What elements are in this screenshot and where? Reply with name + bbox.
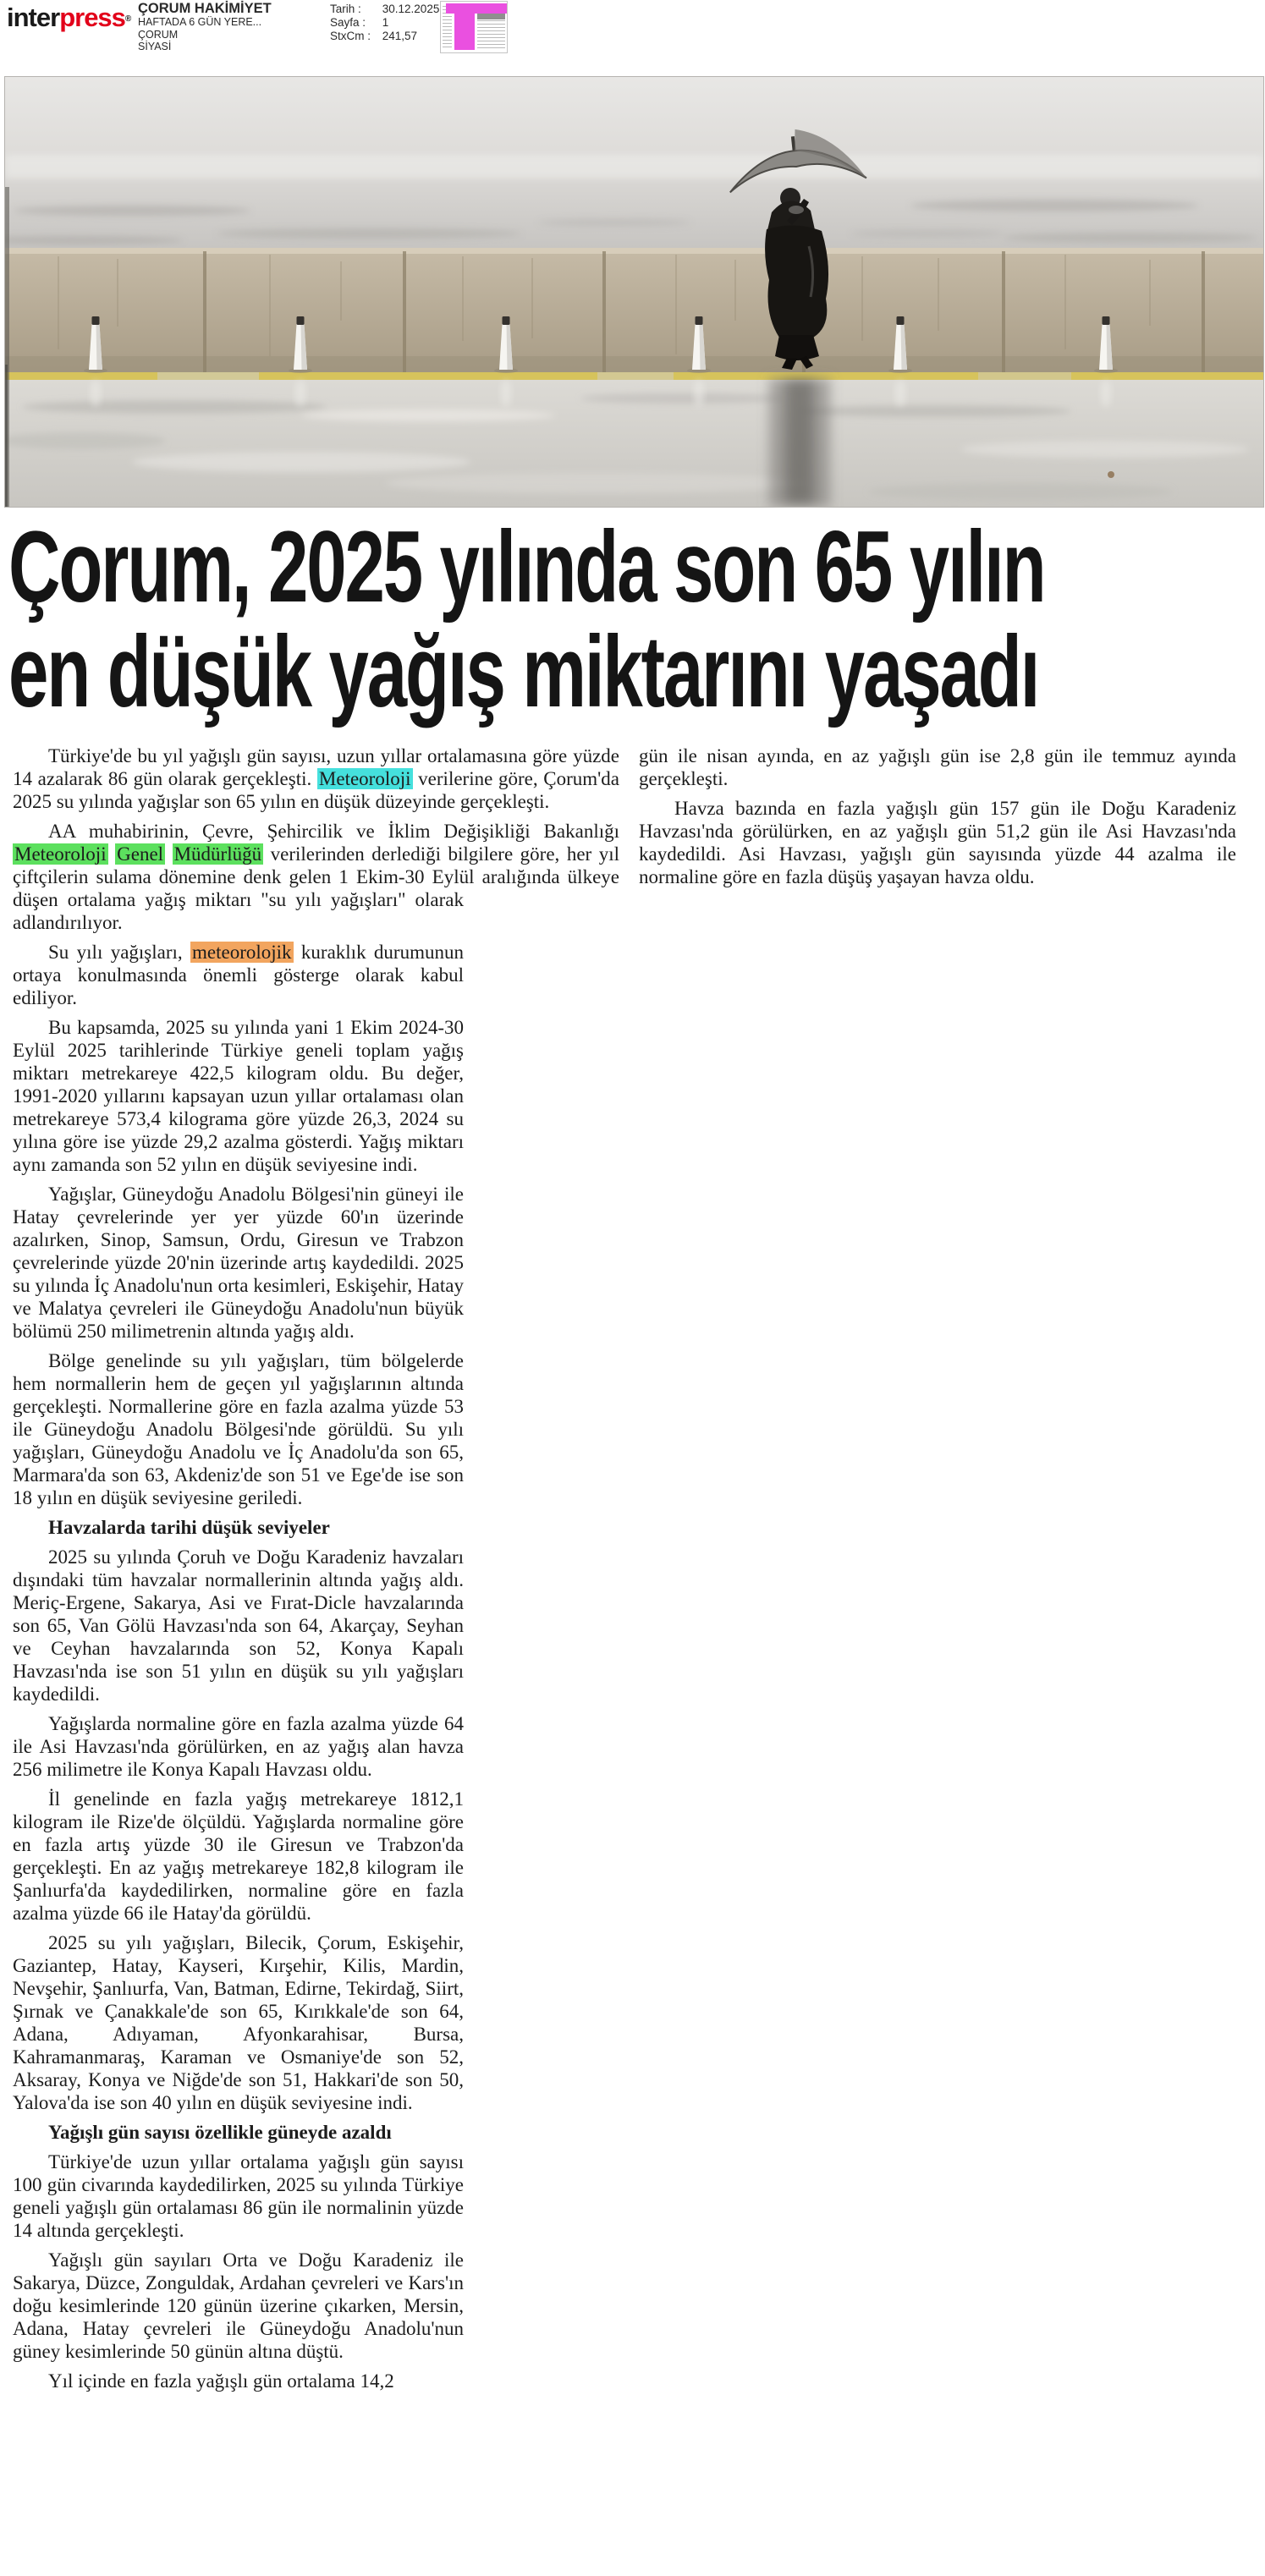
- paragraph-2-text: verilerinden derlediği bilgilere göre, her yıl çiftçilerin sulama dönemine denk gelen 1 Ekim-30 Eylül aralığında ülkeye düşen ortalama yağış miktarı "su yılı yağışları" olarak adlandırılıyor.: [13, 843, 620, 933]
- thumbnail-headline-block: [477, 14, 505, 19]
- article-photo: [4, 76, 1264, 508]
- paragraph-3-text: kuraklık durumunun ortaya konulmasında önemli gösterge olarak kabul ediliyor.: [13, 942, 464, 1008]
- paragraph-2-text: AA muhabirinin, Çevre, Şehircilik ve İklim Değişikliği Bakanlığı: [48, 821, 619, 842]
- headline-line-1: Çorum, 2025 yılında son 65 yılın: [8, 510, 1045, 623]
- meta-date-value: 30.12.2025: [382, 3, 440, 15]
- highlight-meteoroloji-green: Meteoroloji: [14, 843, 107, 865]
- logo-text-press: press: [59, 3, 125, 32]
- clipping-meta: [330, 3, 439, 43]
- publication-name: ÇORUM HAKİMİYET: [138, 1, 272, 16]
- rain-photo-illustration: [5, 77, 1263, 507]
- meta-stxcm-label: StxCm :: [330, 30, 371, 42]
- article-column-left: [13, 744, 619, 2568]
- page-thumbnail[interactable]: [440, 1, 508, 53]
- clipping-header: [0, 0, 1265, 58]
- interpress-logo: [7, 5, 130, 30]
- wet-pavement: [5, 380, 1263, 507]
- subheading-basins: Havzalarda tarihi düşük seviyeler: [48, 1517, 330, 1538]
- paragraph-7: 2025 su yılında Çoruh ve Doğu Karadeniz havzaları dışındaki tüm havzalar normallerinin altında yağış aldı. Meriç-Ergene, Sakarya, Asi ve Fırat-Dicle havzalarında son 65, Van Gölü Havzası'nda son 64, Akarçay, Seyhan ve Ceyhan havzalarında son 52, Konya Kapalı Havzası'nda ise son 51 yılın en düşük su yılı yağışları kaydedildi.: [13, 1546, 464, 1705]
- paragraph-right-1: gün ile nisan ayında, en az yağışlı gün ise 2,8 gün ile temmuz ayında gerçekleşti.: [639, 745, 1236, 789]
- paragraph-6: Bölge genelinde su yılı yağışları, tüm bölgelerde hem normallerin hem de geçen yıl yağışlarının altında gerçekleşti. Normallerine göre en fazla azalma yüzde 53 ile Güneydoğu Anadolu Bölgesi'nde görüldü. Su yılı yağışları, Güneydoğu Anadolu ve İç Anadolu'da son 65, Marmara'da son 63, Akdeniz'de son 51 ve Ege'de ise son 18 yılın en düşük seviyesine geriledi.: [13, 1350, 464, 1508]
- paragraph-4: Bu kapsamda, 2025 su yılında yani 1 Ekim 2024-30 Eylül 2025 tarihlerinde Türkiye geneli toplam yağış miktarı metrekareye 422,5 kilogram oldu. Bu değer, 1991-2020 yıllarını kapsayan uzun yıllar ortalaması olan metrekareye 573,4 kilograma göre yüzde 26,3, 2024 su yılına göre ise yüzde 29,2 azalma gösterdi. Yağış miktarı aynı zamanda son 52 yılın en düşük seviyesine indi.: [13, 1017, 464, 1175]
- meta-page-row: [330, 16, 439, 30]
- publication-info: [138, 2, 272, 53]
- paragraph-12: Yağışlı gün sayıları Orta ve Doğu Karadeniz ile Sakarya, Düzce, Zonguldak, Ardahan çevreleri ve Kars'ın doğu kesimlerinde 120 günün üzerine çıkarken, Mersin, Adana, Hatay çevreleri ile Güneydoğu Anadolu'nun güney kesimlerinde 50 günün altına düştü.: [13, 2249, 464, 2362]
- person-reflection: [769, 378, 830, 507]
- scan-edge-shadow-dark: [5, 365, 8, 507]
- headline-line-2: en düşük yağış miktarını yaşadı: [8, 615, 1039, 728]
- meta-stxcm-row: [330, 30, 439, 43]
- paragraph-11: Türkiye'de uzun yıllar ortalama yağışlı gün sayısı 100 gün civarında kaydedilirken, 2025 su yılında Türkiye geneli yağışlı gün ortalaması 86 gün ile normalinin yüzde 14 altında gerçekleşti.: [13, 2151, 464, 2241]
- publication-city: ÇORUM: [138, 28, 179, 41]
- paragraph-1: [13, 744, 619, 813]
- highlight-genel-green: Genel: [117, 843, 164, 865]
- paragraph-1-text: verilerine göre, Çorum'da 2025 su yılında yağışlar son 65 yılın en düşük düzeyinde gerçekleşti.: [13, 768, 619, 812]
- registered-mark: ®: [124, 14, 131, 24]
- meta-stxcm-value: 241,57: [382, 30, 418, 42]
- paragraph-10: 2025 su yılı yağışları, Bilecik, Çorum, Eskişehir, Gaziantep, Hatay, Kayseri, Kırşehir, Kilis, Mardin, Nevşehir, Şanlıurfa, Van, Batman, Edirne, Tekirdağ, Siirt, Şırnak ve Çanakkale'de son 65, Kırıkkale'de son 64, Adana, Adıyaman, Afyonkarahisar, Bursa, Kahramanmaraş, Karaman ve Osmaniye'de son 52, Aksaray, Konya ve Niğde'de son 51, Hakkari'de son 50, Yalova'da ise son 40 yılın en düşük seviyesine indi.: [13, 1932, 464, 2113]
- meta-page-value: 1: [382, 16, 389, 29]
- publication-frequency: HAFTADA 6 GÜN YERE...: [138, 16, 262, 28]
- publication-category: SİYASİ: [138, 41, 172, 52]
- logo-text-inter: inter: [7, 3, 60, 32]
- sea-background: [5, 77, 1263, 248]
- thumbnail-text-lines-right: [477, 20, 505, 51]
- article-column-right: [639, 744, 1236, 895]
- yellow-curb-line: [5, 372, 1263, 380]
- subheading-rainy-days: Yağışlı gün sayısı özellikle güneyde azaldı: [48, 2122, 392, 2143]
- paragraph-1-text: Türkiye'de bu yıl yağışlı gün sayısı, uzun yıllar ortalamasına göre yüzde 14 azalarak 86 gün olarak gerçekleşti.: [13, 745, 619, 789]
- sea-wall: [5, 248, 1263, 373]
- paragraph-right-2: Havza bazında en fazla yağışlı gün 157 gün ile Doğu Karadeniz Havzası'nda görülürken, en az yağışlı gün 51,2 gün ile Asi Havzası'nda kaydedildi. Asi Havzası, yağışlı gün sayısında yüzde 44 azalma ile normaline göre en fazla düşüş yaşayan havza oldu.: [639, 798, 1236, 887]
- paragraph-13: Yıl içinde en fazla yağışlı gün ortalama 14,2: [48, 2370, 394, 2392]
- article-headline: [8, 510, 1261, 728]
- highlight-meteoroloji-cyan: Meteoroloji: [318, 768, 411, 789]
- paragraph-3-text: Su yılı yağışları,: [48, 942, 191, 963]
- meta-page-label: Sayfa :: [330, 16, 366, 29]
- leaf-speck: [1108, 471, 1114, 478]
- meta-date-label: Tarih :: [330, 3, 361, 15]
- paragraph-5: Yağışlar, Güneydoğu Anadolu Bölgesi'nin güneyi ile Hatay çevrelerinde yer yer yüzde 60'ın üzerinde azalırken, Sinop, Samsun, Ordu, Giresun ve Trabzon çevrelerinde yüzde 20'nin üzerinde artış kaydedildi. 2025 su yılında İç Anadolu'nun orta kesimleri, Eskişehir, Hatay ve Malatya çevreleri ile Güneydoğu Anadolu'nun büyük bölümü 250 milimetrenin altında yağış aldı.: [13, 1184, 464, 1342]
- column-shape-spacer: [619, 744, 620, 888]
- column-shape-notch: [464, 888, 619, 2568]
- meta-date-row: [330, 3, 439, 16]
- thumbnail-highlight-vertical: [454, 3, 475, 50]
- paragraph-8: Yağışlarda normaline göre en fazla azalma yüzde 64 ile Asi Havzası'nda görülürken, en az yağış alan havza 256 milimetre ile Konya Kapalı Havzası oldu.: [13, 1713, 464, 1780]
- highlight-mudurlugu-green: Müdürlüğü: [173, 843, 262, 865]
- paragraph-9: İl genelinde en fazla yağış metrekareye 1812,1 kilogram ile Rize'de ölçüldü. Yağışlarda normaline göre en fazla artış yüzde 30 ile Giresun ve Trabzon'da gerçekleşti. En az yağış metrekareye 182,8 kilogram ile Şanlıurfa'da kaydedilirken, normaline göre en fazla azalma yüzde 66 ile Hatay'da görüldü.: [13, 1788, 464, 1924]
- highlight-meteorolojik-orange: meteorolojik: [192, 942, 292, 963]
